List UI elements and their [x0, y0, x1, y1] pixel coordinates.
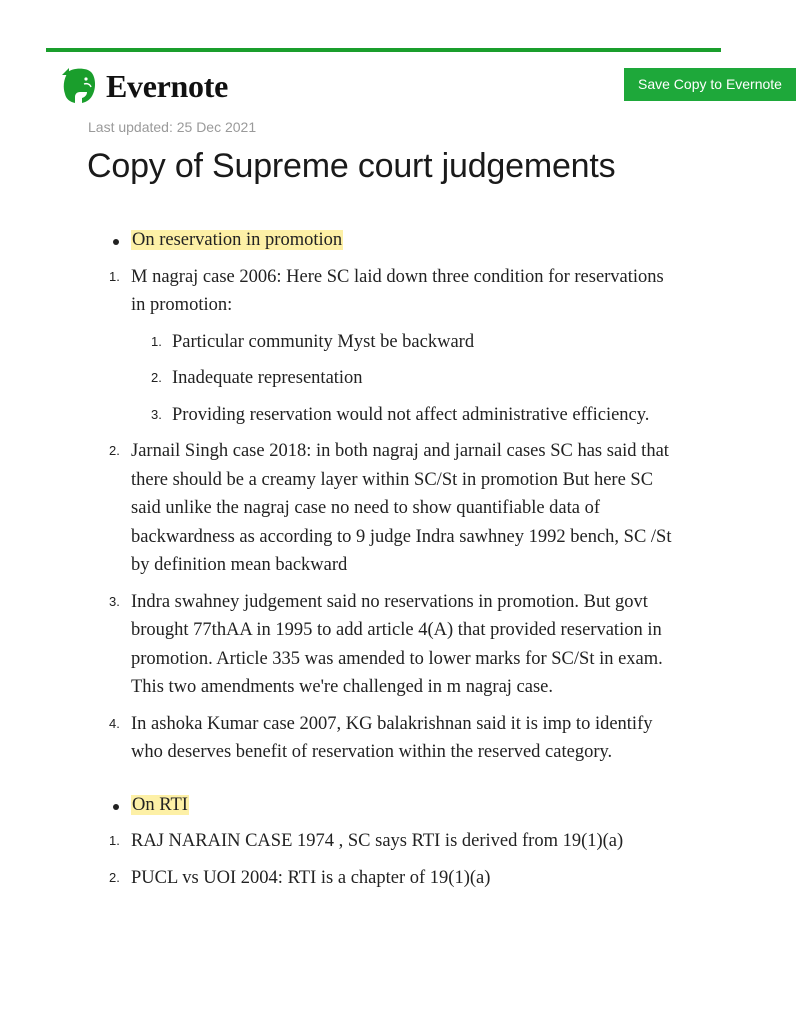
sub-list-item — [0, 401, 676, 430]
last-updated-text: Last updated: 25 Dec 2021 — [88, 119, 257, 135]
list-item — [0, 827, 676, 856]
list-item — [0, 263, 676, 320]
bullet-dot — [113, 239, 119, 245]
list-item — [0, 710, 676, 767]
list-item-text: Providing reservation would not affect administrative efficiency. — [172, 404, 650, 425]
list-number: 4. — [109, 715, 120, 731]
list-item-text: M nagraj case 2006: Here SC laid down three condition for reservations in promotion: — [131, 266, 664, 315]
evernote-logo[interactable] — [60, 66, 228, 106]
list-item-text: RAJ NARAIN CASE 1974 , SC says RTI is derived from 19(1)(a) — [131, 831, 624, 851]
list-number: 1. — [109, 268, 120, 284]
sub-list-item — [0, 328, 676, 357]
list-item-text: Indra swahney judgement said no reservations in promotion. But govt brought 77thAA in 1995 to add article 4(A) that provided reservation in promotion. Article 335 was amended to lower marks for SC/St in exam. This two amendments we're challenged in m nagraj case. — [131, 591, 663, 697]
list-number: 2. — [109, 869, 120, 885]
section-heading-promotion: On reservation in promotion — [132, 230, 343, 250]
list-item-text: In ashoka Kumar case 2007, KG balakrishnan said it is imp to identify who deserves benefit of reservation within the reserved category. — [131, 713, 653, 762]
save-copy-button[interactable]: Save Copy to Evernote — [624, 68, 796, 101]
list-number: 1. — [151, 333, 162, 349]
list-item-text: Jarnail Singh case 2018: in both nagraj and jarnail cases SC has said that there should be a creamy layer within SC/St in promotion But here SC said unlike the nagraj case no need to show quantifiable data of backwardness as according to 9 judge Indra sawhney 1992 bench, SC /St by definition mean backward — [131, 441, 672, 575]
save-copy-button-container[interactable] — [624, 68, 782, 101]
list-item-text: Particular community Myst be backward — [172, 331, 475, 352]
list-number: 2. — [109, 443, 120, 458]
list-number: 3. — [151, 406, 162, 422]
note-body — [0, 226, 768, 930]
sub-list-item — [0, 364, 676, 393]
elephant-icon — [60, 66, 98, 106]
list-item — [0, 864, 676, 893]
section-heading-rti: On RTI — [132, 794, 188, 815]
note-title: Copy of Supreme court judgements — [87, 147, 616, 185]
list-item — [0, 588, 676, 702]
top-accent-rule — [46, 48, 721, 52]
list-number: 3. — [109, 593, 120, 609]
bullet-item-rti — [0, 791, 676, 820]
bullet-item-promotion — [0, 226, 676, 255]
list-number: 2. — [151, 370, 162, 385]
list-item-text: PUCL vs UOI 2004: RTI is a chapter of 19(1)(a) — [131, 867, 491, 888]
list-number: 1. — [109, 833, 120, 848]
list-item-text: Inadequate representation — [172, 368, 363, 388]
list-item — [0, 437, 676, 580]
logo-wordmark: Evernote — [106, 67, 229, 104]
bullet-dot — [113, 804, 119, 810]
